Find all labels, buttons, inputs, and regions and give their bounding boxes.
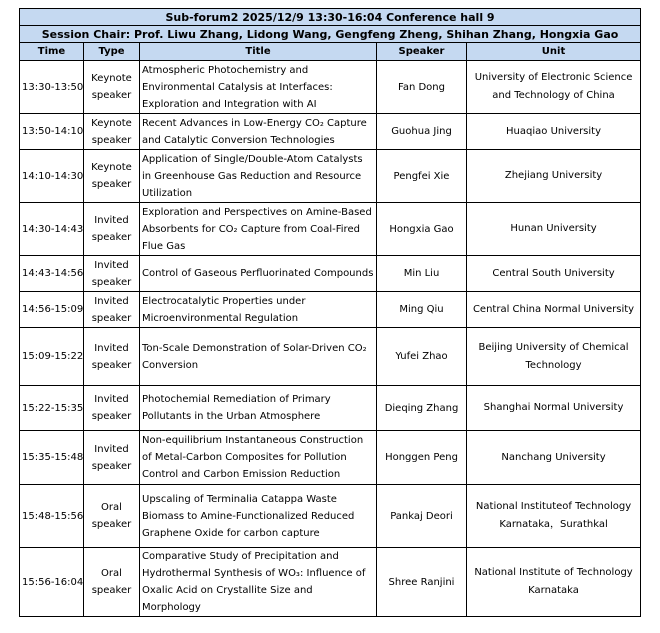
speaker-cell: Min Liu [377, 256, 467, 292]
speaker-cell: Honggen Peng [377, 431, 467, 485]
title-cell: Upscaling of Terminalia Catappa Waste Biomass to Amine-Functionalized Reduced Graphene Oxide for carbon capture [140, 485, 377, 548]
column-header-time: Time [20, 43, 84, 61]
unit-cell: National Institute of Technology Karnataka [467, 548, 641, 617]
type-cell: Oral speaker [84, 548, 140, 617]
time-cell: 15:09-15:22 [20, 328, 84, 386]
column-header-title: Title [140, 43, 377, 61]
column-header-type: Type [84, 43, 140, 61]
type-cell: Keynote speaker [84, 114, 140, 150]
unit-cell: Beijing University of Chemical Technology [467, 328, 641, 386]
unit-cell: Hunan University [467, 203, 641, 256]
table-row [20, 256, 641, 292]
time-cell: 14:30-14:43 [20, 203, 84, 256]
speaker-cell: Guohua Jing [377, 114, 467, 150]
table-row [20, 431, 641, 485]
table-row [20, 328, 641, 386]
type-cell: Keynote speaker [84, 150, 140, 203]
unit-cell: Nanchang University [467, 431, 641, 485]
schedule-table [19, 8, 641, 617]
type-cell: Invited speaker [84, 256, 140, 292]
unit-cell: National Instituteof Technology Karnataka，Surathkal [467, 485, 641, 548]
time-cell: 14:10-14:30 [20, 150, 84, 203]
time-cell: 15:48-15:56 [20, 485, 84, 548]
time-cell: 15:22-15:35 [20, 386, 84, 431]
table-row [20, 203, 641, 256]
speaker-cell: Hongxia Gao [377, 203, 467, 256]
title-cell: Electrocatalytic Properties under Microenvironmental Regulation [140, 292, 377, 328]
title-cell: Application of Single/Double-Atom Catalysts in Greenhouse Gas Reduction and Resource Utilization [140, 150, 377, 203]
unit-cell: Central South University [467, 256, 641, 292]
speaker-cell: Shree Ranjini [377, 548, 467, 617]
session-chairs: Session Chair: Prof. Liwu Zhang, Lidong Wang, Gengfeng Zheng, Shihan Zhang, Hongxia Gao [20, 26, 641, 43]
time-cell: 13:50-14:10 [20, 114, 84, 150]
table-row [20, 114, 641, 150]
unit-cell: Zhejiang University [467, 150, 641, 203]
title-cell: Non-equilibrium Instantaneous Construction of Metal-Carbon Composites for Pollution Control and Carbon Emission Reduction [140, 431, 377, 485]
speaker-cell: Ming Qiu [377, 292, 467, 328]
table-row [20, 386, 641, 431]
type-cell: Invited speaker [84, 292, 140, 328]
table-row [20, 485, 641, 548]
time-cell: 14:43-14:56 [20, 256, 84, 292]
table-row [20, 61, 641, 114]
type-cell: Invited speaker [84, 386, 140, 431]
table-row [20, 292, 641, 328]
title-cell: Ton-Scale Demonstration of Solar-Driven CO₂ Conversion [140, 328, 377, 386]
unit-cell: Huaqiao University [467, 114, 641, 150]
time-cell: 15:35-15:48 [20, 431, 84, 485]
column-header-unit: Unit [467, 43, 641, 61]
type-cell: Invited speaker [84, 431, 140, 485]
title-cell: Recent Advances in Low-Energy CO₂ Capture and Catalytic Conversion Technologies [140, 114, 377, 150]
column-header-speaker: Speaker [377, 43, 467, 61]
time-cell: 15:56-16:04 [20, 548, 84, 617]
unit-cell: Shanghai Normal University [467, 386, 641, 431]
session-title: Sub-forum2 2025/12/9 13:30-16:04 Conference hall 9 [20, 9, 641, 26]
type-cell: Invited speaker [84, 203, 140, 256]
title-cell: Exploration and Perspectives on Amine-Based Absorbents for CO₂ Capture from Coal-Fired Flue Gas [140, 203, 377, 256]
unit-cell: Central China Normal University [467, 292, 641, 328]
table-row [20, 548, 641, 617]
table-row [20, 150, 641, 203]
time-cell: 13:30-13:50 [20, 61, 84, 114]
title-cell: Control of Gaseous Perfluorinated Compounds [140, 256, 377, 292]
speaker-cell: Fan Dong [377, 61, 467, 114]
title-cell: Photochemial Remediation of Primary Pollutants in the Urban Atmosphere [140, 386, 377, 431]
speaker-cell: Yufei Zhao [377, 328, 467, 386]
type-cell: Invited speaker [84, 328, 140, 386]
speaker-cell: Pengfei Xie [377, 150, 467, 203]
speaker-cell: Dieqing Zhang [377, 386, 467, 431]
type-cell: Keynote speaker [84, 61, 140, 114]
unit-cell: University of Electronic Science and Technology of China [467, 61, 641, 114]
speaker-cell: Pankaj Deori [377, 485, 467, 548]
type-cell: Oral speaker [84, 485, 140, 548]
title-cell: Comparative Study of Precipitation and Hydrothermal Synthesis of WO₃: Influence of Oxalic Acid on Crystallite Size and Morphology [140, 548, 377, 617]
time-cell: 14:56-15:09 [20, 292, 84, 328]
title-cell: Atmospheric Photochemistry and Environmental Catalysis at Interfaces: Exploration and Integration with AI [140, 61, 377, 114]
